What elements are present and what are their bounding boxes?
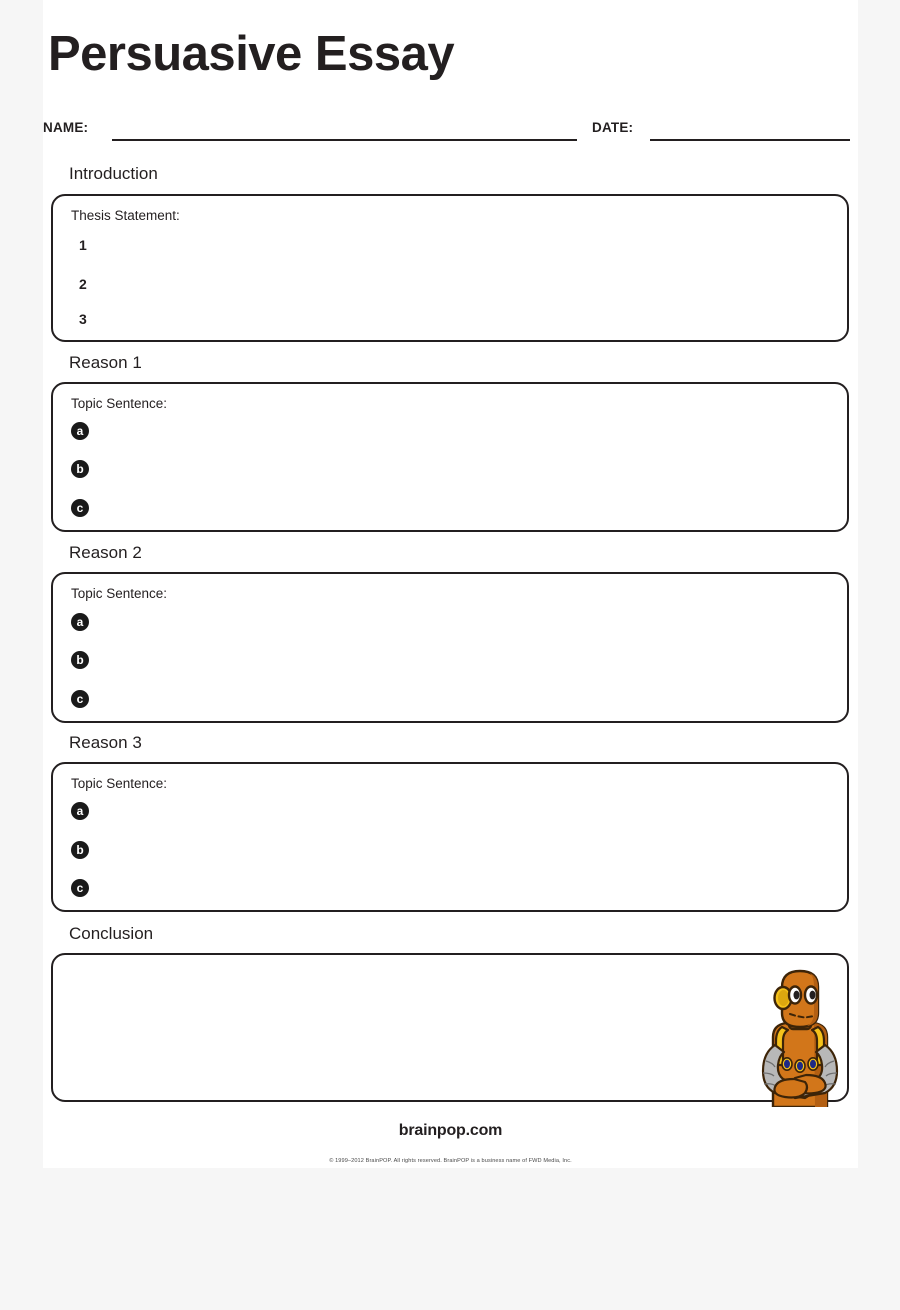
bullet-b-reason-1: b (71, 460, 89, 478)
section-heading-reason-1: Reason 1 (69, 353, 142, 372)
section-heading-introduction: Introduction (69, 164, 158, 183)
section-box-reason-2[interactable] (51, 572, 849, 723)
name-input[interactable] (112, 139, 577, 141)
section-heading-reason-3: Reason 3 (69, 733, 142, 752)
prompt-topic-sentence-1: Topic Sentence: (71, 396, 168, 411)
bullet-c-reason-3: c (71, 879, 89, 897)
bullet-c-reason-1: c (71, 499, 89, 517)
bullet-a-reason-2: a (71, 613, 89, 631)
bullet-b-reason-2: b (71, 651, 89, 669)
page-title: Persuasive Essay (48, 27, 455, 81)
marker-2: 2 (79, 276, 87, 292)
marker-3: 3 (79, 311, 87, 327)
date-input[interactable] (650, 139, 850, 141)
footer-brand[interactable]: brainpop.com (398, 1122, 503, 1139)
moby-robot-icon (742, 967, 858, 1107)
worksheet-sheet (43, 0, 858, 1168)
section-box-introduction[interactable] (51, 194, 849, 342)
section-heading-reason-2: Reason 2 (69, 543, 142, 562)
name-date-row (43, 120, 858, 142)
section-box-reason-3[interactable] (51, 762, 849, 912)
bullet-c-reason-2: c (71, 690, 89, 708)
bullet-b-reason-3: b (71, 841, 89, 859)
name-label: NAME: (43, 120, 89, 135)
prompt-topic-sentence-2: Topic Sentence: (71, 586, 168, 601)
prompt-thesis-statement: Thesis Statement: (71, 208, 180, 223)
marker-1: 1 (79, 237, 87, 253)
date-label: DATE: (592, 120, 634, 135)
section-heading-conclusion: Conclusion (69, 924, 154, 943)
bullet-a-reason-3: a (71, 802, 89, 820)
section-box-conclusion[interactable] (51, 953, 849, 1102)
prompt-topic-sentence-3: Topic Sentence: (71, 776, 168, 791)
bullet-a-reason-1: a (71, 422, 89, 440)
section-box-reason-1[interactable] (51, 382, 849, 532)
footer-copyright: © 1999–2012 BrainPOP. All rights reserved. BrainPOP is a business name of FWD Media, Inc. (329, 1158, 572, 1164)
